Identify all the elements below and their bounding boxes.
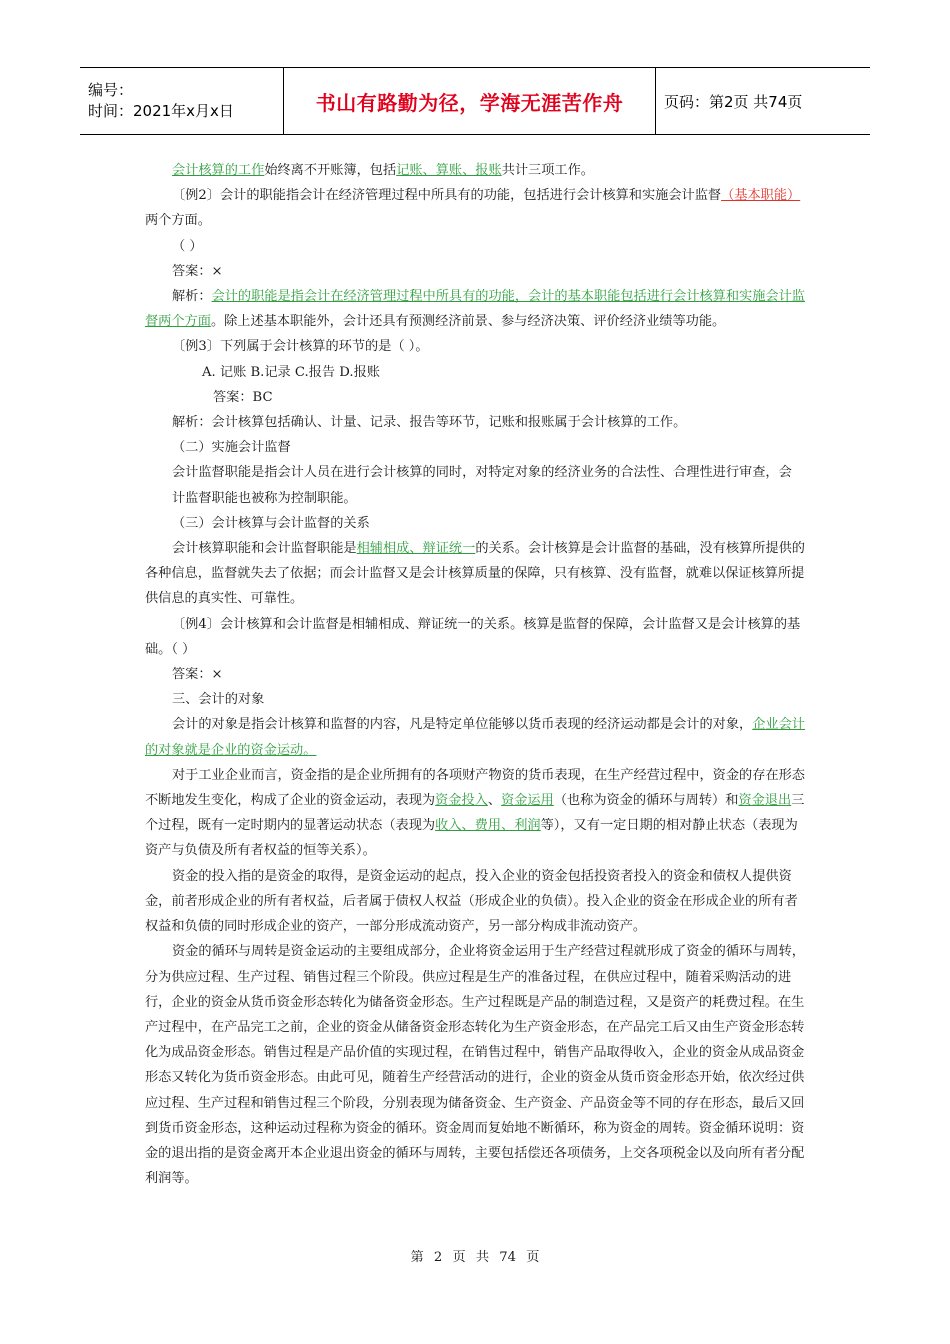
text-run: （二）实施会计监督: [172, 440, 291, 456]
text-run: 〔例4〕会计核算和会计监督是相辅相成、辩证统一的关系。核算是监督的保障，会计监督又是会计核算的基础。（ ）: [145, 616, 801, 657]
text-run: 共计三项工作。: [501, 163, 594, 178]
paragraph: [145, 687, 807, 712]
paragraph: [145, 183, 807, 233]
text-run: 答案：BC: [213, 389, 273, 405]
text-run: 等），又有一定日期的相对静止状态（表现为资产与负债及所有者权益的恒等关系）。: [145, 818, 798, 859]
paragraph: [145, 536, 807, 612]
paragraph: [145, 864, 807, 940]
paragraph: [145, 612, 807, 662]
paragraph: [145, 259, 807, 284]
paragraph: [145, 763, 807, 864]
highlighted-text: 收入、费用、利润: [435, 818, 541, 834]
text-run: 始终离不开账簿，包括: [264, 163, 397, 178]
paragraph: [145, 234, 807, 259]
highlighted-text: 会计的职能是指会计在经济管理过程中所具有的功能，会计的基本职能包括进行会计核算和实施会计监督两个方面: [145, 289, 805, 330]
number-label: 编号：: [88, 81, 134, 99]
paragraph: [145, 410, 807, 435]
paragraph: [145, 460, 807, 485]
text-run: A. 记账 B.记录 C.报告 D.报账: [202, 364, 380, 380]
text-run: 两个方面。: [145, 213, 211, 229]
text-run: 解析：: [172, 289, 212, 305]
highlighted-text: 记账、算账、报账: [396, 163, 502, 178]
text-run: （三）会计核算与会计监督的关系: [172, 515, 370, 531]
highlighted-text: 资金运用: [501, 793, 554, 809]
text-run: 会计的对象是指会计核算和监督的内容，凡是特定单位能够以货币表现的经济运动都是会计的对象，: [172, 717, 753, 733]
text-run: 三个过程，既有一定时期内的显著运动状态（表现为: [145, 793, 805, 834]
highlighted-text: 资金投入: [435, 793, 488, 809]
paragraph: [145, 158, 807, 183]
paragraph: [145, 486, 807, 511]
text-run: 〔例2〕会计的职能指会计在经济管理过程中所具有的功能，包括进行会计核算和实施会计监督: [172, 188, 722, 204]
text-run: 资金的循环与周转是资金运动的主要组成部分，企业将资金运用于生产经营过程就形成了资金的循环与周转，分为供应过程、生产过程、销售过程三个阶段。供应过程是生产的准备过程，在供应过程中，随着采购活动的进行，企业的资金从货币资金形态转化为储备资金形态。生产过程既是产品的制造过程，又是资产的耗费过程。在生产过程中，在产品完工之前，企业的资金从储备资金形态转化为生产资金形态，在产品完工后又由生产资金形态转化为成品资金形态。销售过程是产品价值的实现过程，在销售过程中，销售产品取得收入，企业的资金从成品资金形态又转化为货币资金形态。由此可见，随着生产经营活动的进行，企业的资金从货币资金形态开始，依次经过供应过程、生产过程和销售过程三个阶段，分别表现为储备资金、生产资金、产品资金等不同的存在形态，最后又回到货币资金形态，这种运动过程称为资金的循环。资金周而复始地不断循环，称为资金的周转。资金循环说明：资金的退出指的是资金离开本企业退出资金的循环与周转，主要包括偿还各项债务，上交各项税金以及向所有者分配利润等。: [145, 944, 805, 1187]
header-page-label: 页码：第2页 共74页: [664, 92, 803, 111]
text-run: 对于工业企业而言，资金指的是企业所拥有的各项财产物资的货币表现，在生产经营过程中，资金的存在形态不断地发生变化，构成了企业的资金运动，表现为: [145, 767, 805, 809]
text-run: 。除上述基本职能外，会计还具有预测经济前景、参与经济决策、评价经济业绩等功能。: [210, 314, 726, 330]
text-run: 会计核算职能和会计监督职能是: [172, 541, 357, 557]
highlighted-text: （基本职能）: [721, 188, 801, 204]
text-run: 会计监督职能是指会计人员在进行会计核算的同时，对特定对象的经济业务的合法性、合理性进行审查，会: [172, 465, 792, 481]
document-body: [145, 158, 807, 1191]
text-run: 计监督职能也被称为控制职能。: [172, 490, 357, 506]
highlighted-text: 企业会计的对象就是企业的资金运动。: [145, 717, 805, 758]
text-run: 答案：×: [172, 263, 223, 279]
paragraph: [145, 284, 807, 334]
page-header: [80, 67, 870, 135]
text-run: 资金的投入指的是资金的取得，是资金运动的起点，投入企业的资金包括投资者投入的资金和债权人提供资金，前者形成企业的所有者权益，后者属于债权人权益（形成企业的负债）。投入企业的资金在形成企业的所有者权益和负债的同时形成企业的资产，一部分形成流动资产，另一部分构成非流动资产。: [145, 868, 798, 935]
text-run: 三、会计的对象: [172, 692, 265, 708]
text-run: 的关系。会计核算是会计监督的基础，没有核算所提供的各种信息，监督就失去了依据；而会计监督又是会计核算质量的保障，只有核算、没有监督，就难以保证核算所提供信息的真实性、可靠性。: [145, 541, 805, 607]
paragraph: [145, 939, 807, 1191]
paragraph: [145, 511, 807, 536]
paragraph: [145, 360, 807, 385]
header-motto: 书山有路勤为径，学海无涯苦作舟: [283, 68, 656, 134]
highlighted-text: 相辅相成、辩证统一: [356, 541, 476, 557]
paragraph: [145, 385, 807, 410]
header-meta: [80, 68, 283, 134]
text-run: （ ）: [172, 238, 203, 254]
time-label: 时间：2021年x月x日: [88, 102, 234, 120]
highlighted-text: 会计核算的工作: [172, 163, 265, 178]
text-run: （也称为资金的循环与周转）和: [553, 793, 739, 809]
highlighted-text: 资金退出: [738, 793, 792, 809]
text-run: 答案：×: [172, 667, 223, 683]
page-footer: 第 2 页 共 74 页: [410, 1250, 540, 1265]
text-run: 〔例3〕下列属于会计核算的环节的是（ ）。: [172, 339, 429, 355]
paragraph: [145, 712, 807, 762]
text-run: 、: [487, 793, 502, 809]
paragraph: [145, 334, 807, 359]
paragraph: [145, 435, 807, 460]
paragraph: [145, 662, 807, 687]
text-run: 解析：会计核算包括确认、计量、记录、报告等环节，记账和报账属于会计核算的工作。: [172, 415, 687, 431]
